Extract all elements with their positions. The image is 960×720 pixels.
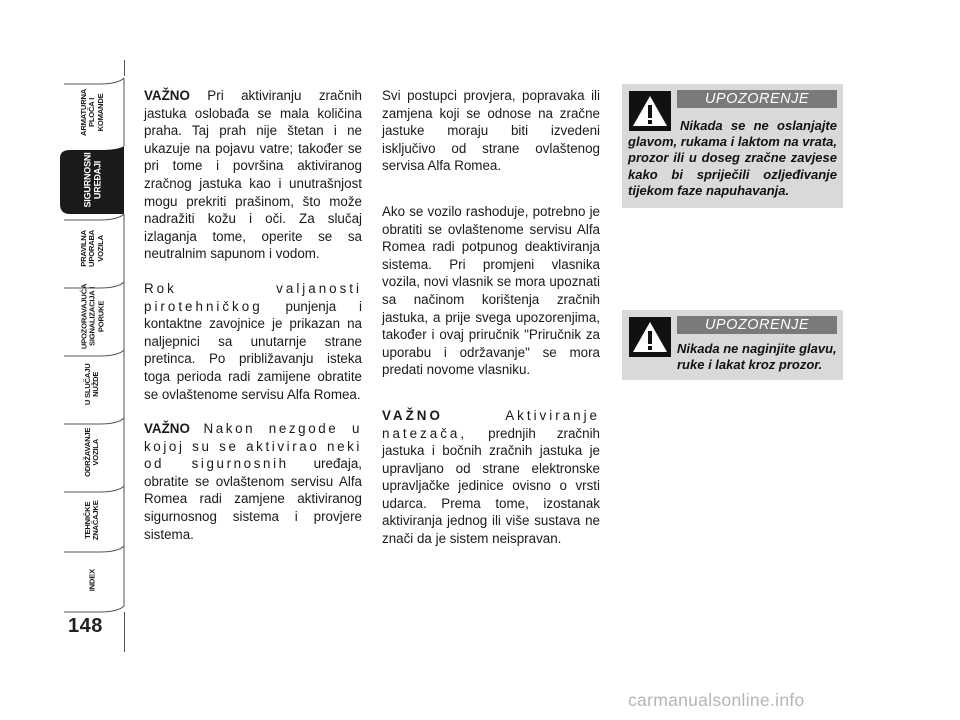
tab-label: PRAVILNA UPORABA VOZILA	[79, 229, 105, 267]
text-column-right	[382, 87, 600, 565]
paragraph-activation	[382, 407, 600, 548]
chapter-tabs	[0, 0, 130, 720]
tab-upozoravajuca-signalizacija[interactable]	[60, 282, 125, 350]
warning-triangle-icon	[629, 317, 671, 357]
tab-armaturna-ploca[interactable]	[60, 78, 125, 146]
warning-box-window	[622, 310, 843, 380]
paragraph-spaced-text: Rok valjanosti pirotehničkog	[144, 280, 362, 314]
paragraph-text: punjenja i kontaktne zavojnice je prikazan na naljepnici sa unutarnje strane pretinca. Po približavanju isteka toga perioda radi zamijene obratite se ovlaštenome servisu Alfa Romea.	[144, 298, 362, 402]
page-number: 148	[68, 615, 103, 637]
tab-label: TEHNIČKE ZNAČAJKE	[83, 500, 101, 540]
tab-rail-top	[124, 60, 125, 76]
warning-title: UPOZORENJE	[677, 316, 837, 334]
tab-sigurnosni-uredaji[interactable]	[60, 146, 125, 214]
warning-text: Nikada ne naginjite glavu, ruke i lakat kroz prozor.	[677, 341, 837, 373]
tab-label: SIGURNOSNI UREĐAJI	[82, 152, 103, 208]
tab-index[interactable]	[60, 546, 125, 614]
tab-tehnicke-znacajke[interactable]	[60, 486, 125, 554]
important-label: VAŽNO	[144, 88, 190, 103]
tab-label: INDEX	[87, 568, 97, 592]
paragraph-powder	[144, 87, 362, 263]
tab-label: ARMATURNA PLOČA I KOMANDE	[79, 88, 105, 136]
tab-label: UPOZORAVAJUĆA SIGNALIZACIJA I PORUKE	[79, 283, 105, 349]
tab-odrzavanje-vozila[interactable]	[60, 418, 125, 486]
paragraph-spaced-text: Nakon nezgode u kojoj su se aktivirao neki od sigurnosnih	[144, 421, 362, 472]
paragraph-text: prednjih zračnih jastuka i bočnih zračnih jastuka je upravljano od strane elektronske upravljačke jedinice ovisno o vrsti udarca. Prema tome, izostanak aktiviranja jednog ili više sustava ne znači da je sistem neispravan.	[382, 425, 600, 547]
paragraph-text: Pri aktiviranju zračnih jastuka oslobađa se mala količina praha. Taj prah nije štetan i ne ukazuje na pojavu vatre; također se pri tome i površina aktiviranog zračnog jastuka kao i unutrašnjost mogu prekriti prašinom, što može nadražiti kožu i oči. Za slučaj izlaganja tome, operite se sa neutralnim sapunom i vodom.	[144, 88, 362, 262]
warning-box-head-hands	[622, 84, 843, 208]
warning-text: Nikada se ne oslanjajte glavom, rukama i laktom na vrata, prozor ili u doseg zračne zavjese kako bi spriječili ozljeđivanje tijekom faze napuhavanja.	[628, 118, 837, 198]
tab-u-slucaju-nuzde[interactable]	[60, 350, 125, 418]
watermark-text: carmanualsonline.info	[628, 690, 805, 710]
tab-label: ODRŽAVANJE VOZILA	[83, 427, 101, 477]
paragraph-validity	[144, 280, 362, 403]
paragraph-text: uređaja, obratite se ovlaštenom servisu Alfa Romea radi zamjene aktiviranog sigurnosnog sistema i provjere sistema.	[144, 456, 362, 542]
text-column-left	[144, 87, 362, 560]
paragraph-after-accident	[144, 420, 362, 543]
important-label: VAŽNO	[144, 421, 190, 437]
tab-pravilna-uporaba[interactable]	[60, 214, 125, 282]
paragraph-service: Svi postupci provjera, popravaka ili zamjena koji se odnose na zračne jastuke moraju biti izvedeni isključivo od strane ovlaštenog servisa Alfa Romea.	[382, 88, 600, 174]
paragraph-scrapping: Ako se vozilo rashoduje, potrebno je obratiti se ovlaštenome servisu Alfa Romea radi potpunog deaktiviranja sistema. Pri promjeni vlasnika vozila, novi vlasnik se mora upoznati sa načinom korištenja zračnih jastuka, a prije svega upozorenjima, također i ovaj priručnik "Priručnik za uporabu i održavanje" se mora predati novome vlasniku.	[382, 203, 600, 378]
tab-rail-bottom	[124, 612, 125, 652]
warning-title: UPOZORENJE	[677, 90, 837, 108]
tab-label: U SLUČAJU NUŽDE	[83, 363, 101, 405]
important-label: VAŽNO	[382, 407, 443, 423]
paragraph-spaced-text: Aktiviranje natezača,	[382, 407, 600, 441]
